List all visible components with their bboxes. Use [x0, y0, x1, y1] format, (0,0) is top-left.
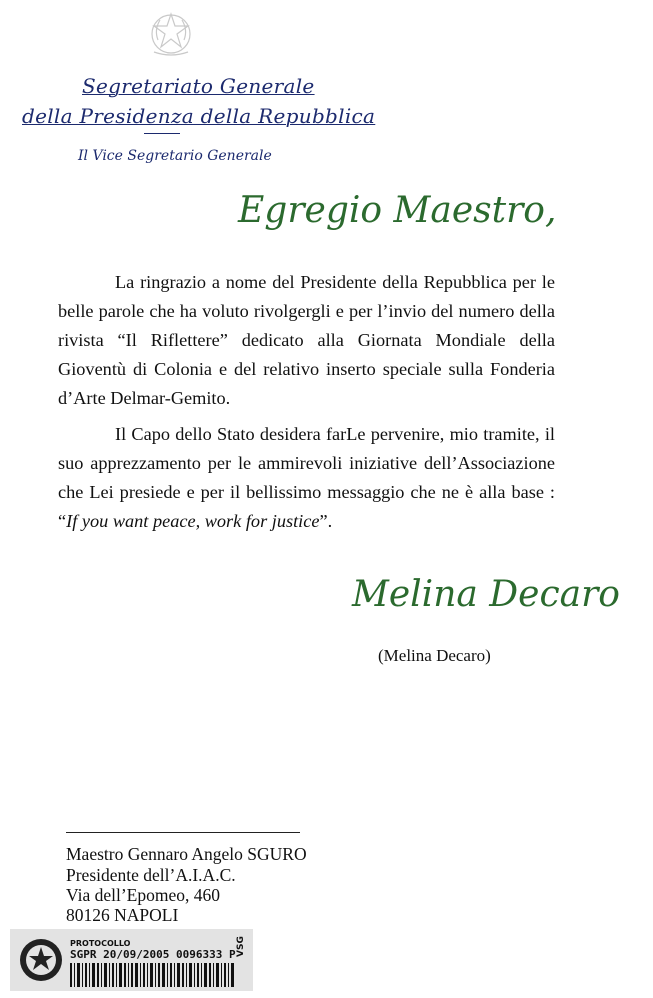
emblem-seal-icon [18, 937, 64, 983]
barcode-icon [70, 963, 234, 987]
stamp-protocol-code: SGPR 20/09/2005 0096333 P [70, 948, 236, 961]
signatory-name: (Melina Decaro) [378, 646, 491, 665]
paragraph-2-end: ”. [319, 511, 333, 531]
motto-quote: If you want peace, work for justice [66, 511, 320, 531]
handwritten-signature: Melina Decaro [352, 574, 620, 615]
letterhead-line-1: Segretariato Generale [82, 74, 315, 98]
republic-emblem-icon [148, 10, 194, 58]
recipient-name: Maestro Gennaro Angelo SGURO [66, 844, 307, 864]
stamp-side-code: VSG [236, 936, 246, 957]
handwritten-salutation: Egregio Maestro, [238, 190, 557, 231]
body-paragraph-1 [58, 268, 555, 413]
letterhead-line-3: Il Vice Segretario Generale [78, 148, 272, 164]
address-divider [66, 832, 300, 833]
recipient-title: Presidente dell’A.I.A.C. [66, 865, 236, 885]
recipient-city: 80126 NAPOLI [66, 905, 179, 925]
protocol-stamp [10, 929, 253, 991]
recipient-street: Via dell’Epomeo, 460 [66, 885, 220, 905]
paragraph-2-text: Il Capo dello Stato desidera farLe pervenire, mio tramite, il suo apprezzamento per le ammirevoli iniziative dell’Associazione che Lei presiede e per il bellissimo messaggio che ne è alla base : “ [58, 424, 555, 531]
letterhead-line-2: della Presidenza della Repubblica [22, 104, 376, 128]
body-paragraph-2 [58, 420, 555, 536]
paragraph-1-text: La ringrazio a nome del Presidente della Repubblica per le belle parole che ha voluto rivolgergli e per l’invio del numero della rivista “Il Riflettere” dedicato alla Giornata Mondiale della Gioventù di Colonia e del relativo inserto speciale sulla Fonderia d’Arte Delmar-Gemito. [58, 272, 555, 408]
letterhead-divider [144, 133, 180, 134]
stamp-label: PROTOCOLLO [70, 939, 131, 948]
